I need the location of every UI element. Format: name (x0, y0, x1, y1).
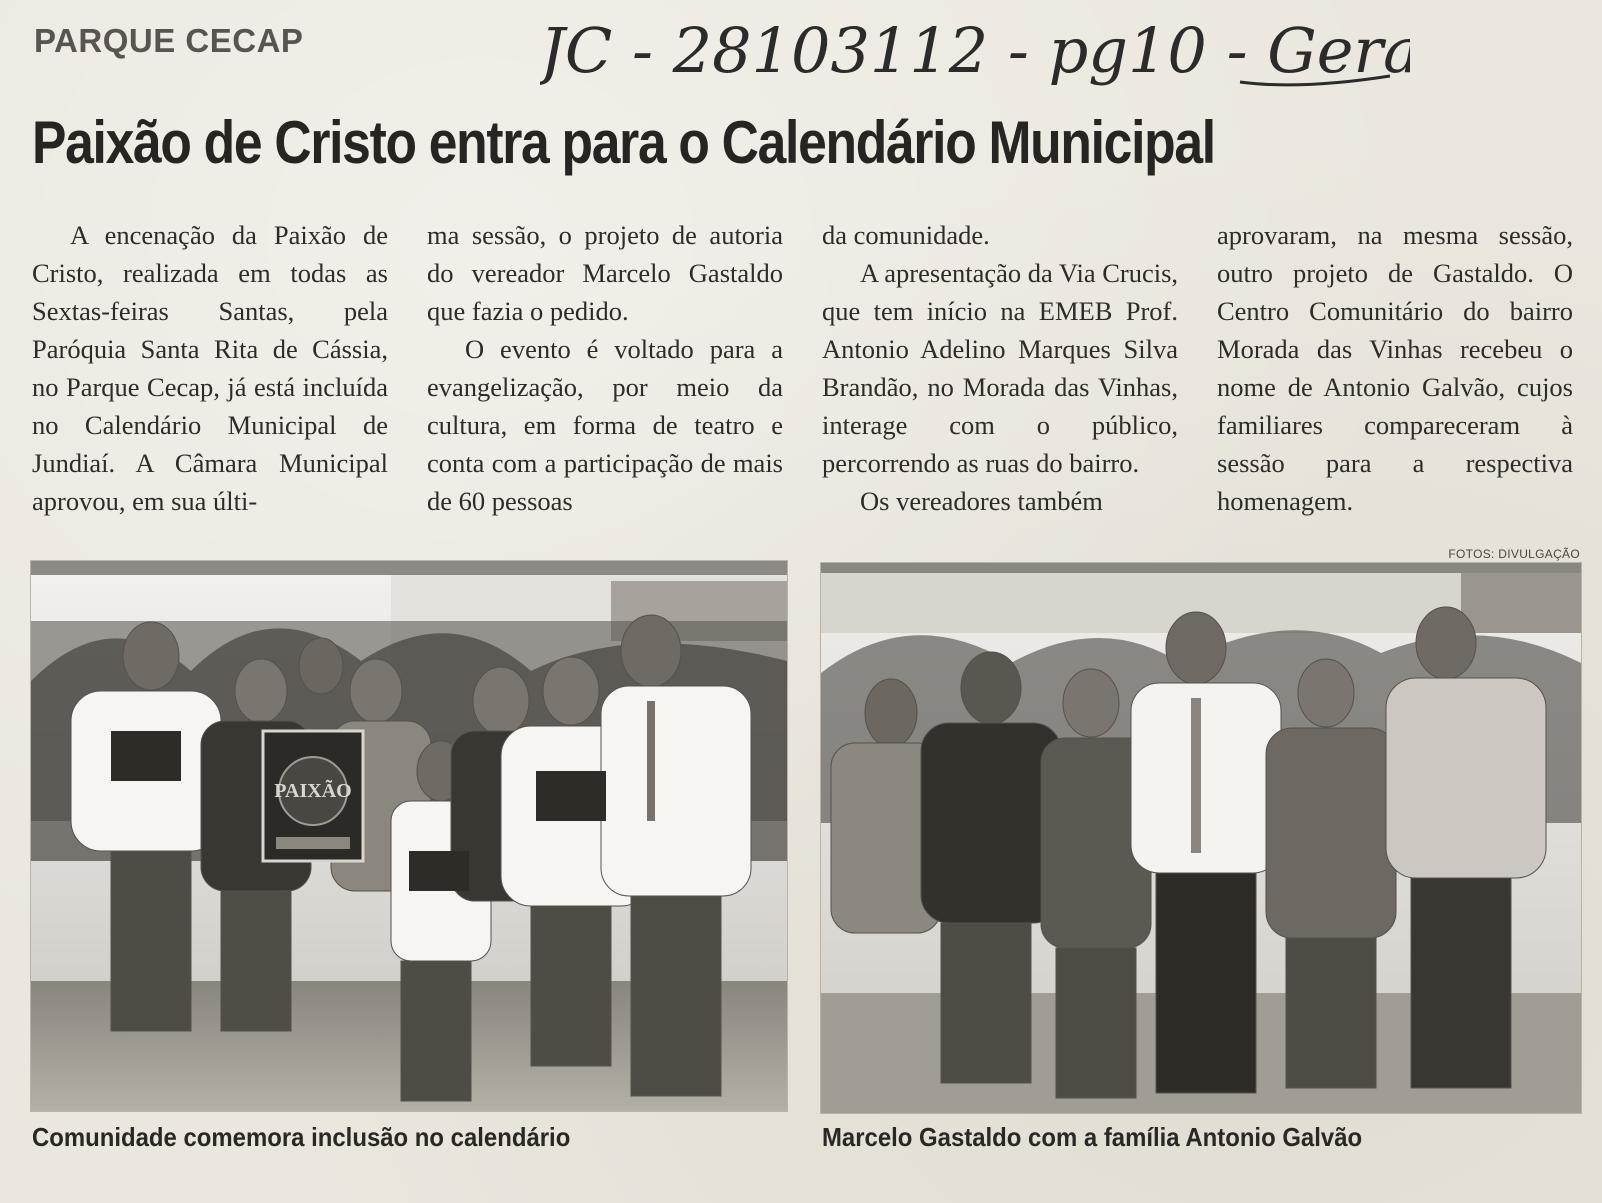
article-column-4 (1217, 216, 1573, 520)
article-paragraph: aprovaram, na mesma sessão, outro projeto de Gastaldo. O Centro Comunitário do bairro Morada das Vinhas recebeu o nome de Antonio Galvão, cujos familiares compareceram à sessão para a respectiva homenagem. (1217, 220, 1573, 516)
poster-title: PAIXÃO (274, 780, 352, 802)
group-photo-community (30, 560, 788, 1112)
article-paragraph: A apresentação da Via Crucis, que tem início na EMEB Prof. Antonio Adelino Marques Silva Brandão, no Morada das Vinhas, interage com o público, percorrendo as ruas do bairro. (822, 258, 1179, 478)
group-photo-family (820, 562, 1582, 1114)
photo-credit: FOTOS: DIVULGAÇÃO (1448, 547, 1580, 561)
article-column-1 (32, 216, 388, 520)
article-paragraph: da comunidade. (822, 220, 990, 250)
photo-caption-1: Comunidade comemora inclusão no calendário (32, 1122, 571, 1152)
article-paragraph: O evento é voltado para a evangelização, por meio da cultura, em forma de teatro e conta com a participação de mais de 60 pessoas (427, 334, 783, 516)
handwritten-note-text: JC - 28103112 - pg10 - Geral (540, 14, 1410, 87)
article-paragraph: ma sessão, o projeto de autoria do vereador Marcelo Gastaldo que fazia o pedido. (427, 220, 783, 326)
headline: Paixão de Cristo entra para o Calendário Municipal (32, 109, 1215, 176)
article-column-2 (427, 216, 783, 520)
article-column-3 (822, 216, 1178, 520)
paixao-poster (263, 731, 363, 861)
photo-caption-2: Marcelo Gastaldo com a família Antonio Galvão (822, 1122, 1363, 1152)
handwritten-archive-note (540, 10, 1410, 100)
article-paragraph: Os vereadores também (860, 486, 1103, 516)
section-kicker: PARQUE CECAP (34, 22, 304, 59)
article-paragraph: A encenação da Paixão de Cristo, realizada em todas as Sextas-feiras Santas, pela Paróquia Santa Rita de Cássia, no Parque Cecap, já está incluída no Calendário Municipal de Jundiaí. A Câmara Municipal aprovou, em sua últi- (32, 220, 388, 516)
